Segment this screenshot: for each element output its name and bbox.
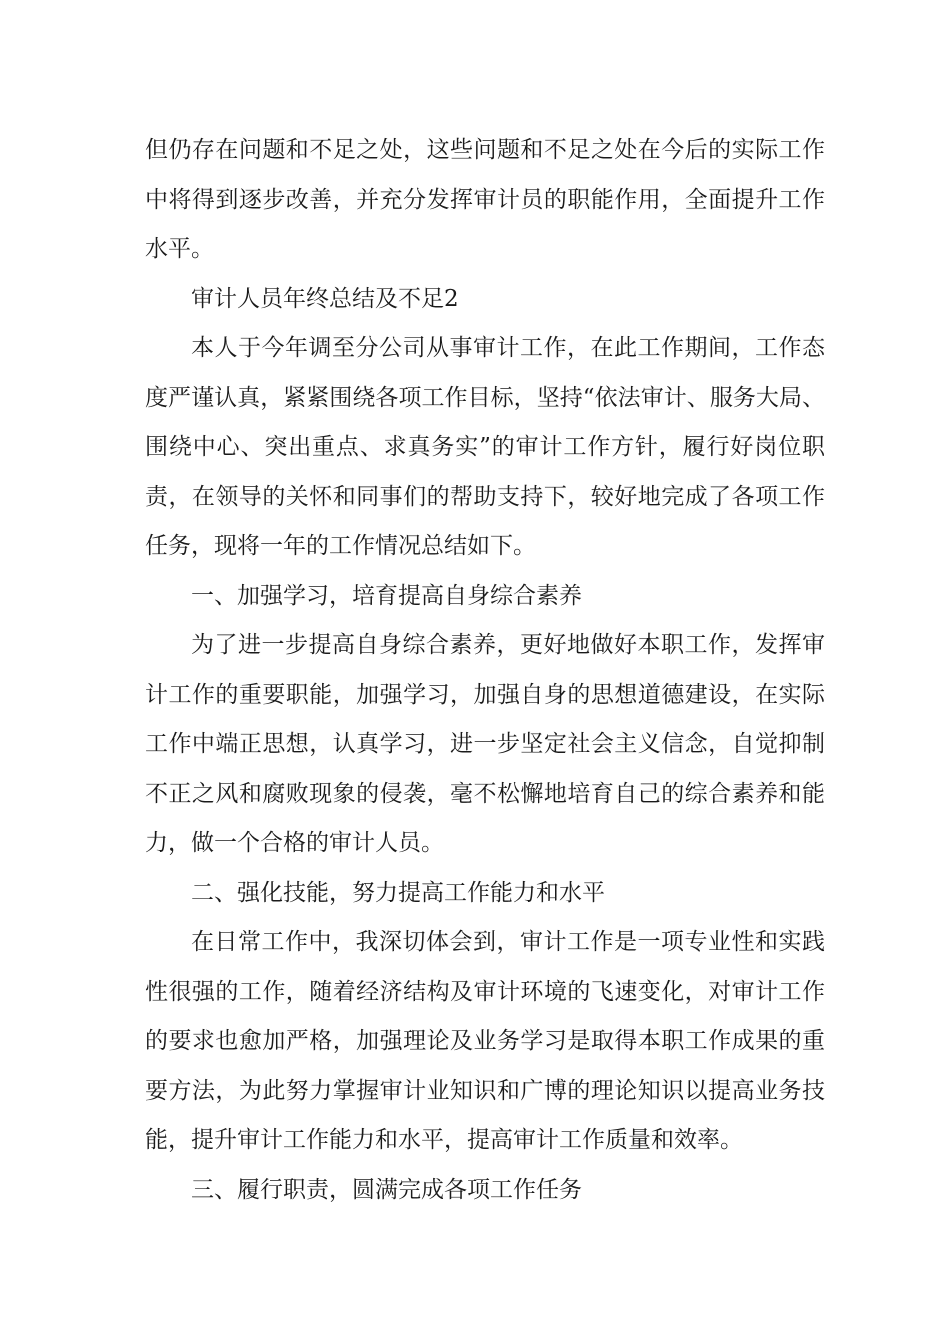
paragraph-continuation: 但仍存在问题和不足之处，这些问题和不足之处在今后的实际工作中将得到逐步改善，并充分发挥审计员的职能作用，全面提升工作水平。 <box>145 137 825 262</box>
paragraph-study: 为了进一步提高自身综合素养，更好地做好本职工作，发挥审计工作的重要职能，加强学习，加强自身的思想道德建设，在实际工作中端正思想，认真学习，进一步坚定社会主义信念，自觉抑制不正之风和腐败现象的侵袭，毫不松懈地培育自己的综合素养和能力，做一个合格的审计人员。 <box>145 632 825 856</box>
heading-two: 二、强化技能，努力提高工作能力和水平 <box>191 879 605 906</box>
heading-three: 三、履行职责，圆满完成各项工作任务 <box>191 1176 582 1203</box>
document-page <box>145 126 825 1215</box>
paragraph-intro: 本人于今年调至分公司从事审计工作，在此工作期间，工作态度严谨认真，紧紧围绕各项工作目标，坚持“依法审计、服务大局、围绕中心、突出重点、求真务实”的审计工作方针，履行好岗位职责，在领导的关怀和同事们的帮助支持下，较好地完成了各项工作任务，现将一年的工作情况总结如下。 <box>145 335 825 559</box>
section-title: 审计人员年终总结及不足2 <box>191 285 459 312</box>
paragraph-skills: 在日常工作中，我深切体会到，审计工作是一项专业性和实践性很强的工作，随着经济结构及审计环境的飞速变化，对审计工作的要求也愈加严格，加强理论及业务学习是取得本职工作成果的重要方法，为此努力掌握审计业知识和广博的理论知识以提高业务技能，提升审计工作能力和水平，提高审计工作质量和效率。 <box>145 929 825 1153</box>
heading-one: 一、加强学习，培育提高自身综合素养 <box>191 582 582 609</box>
